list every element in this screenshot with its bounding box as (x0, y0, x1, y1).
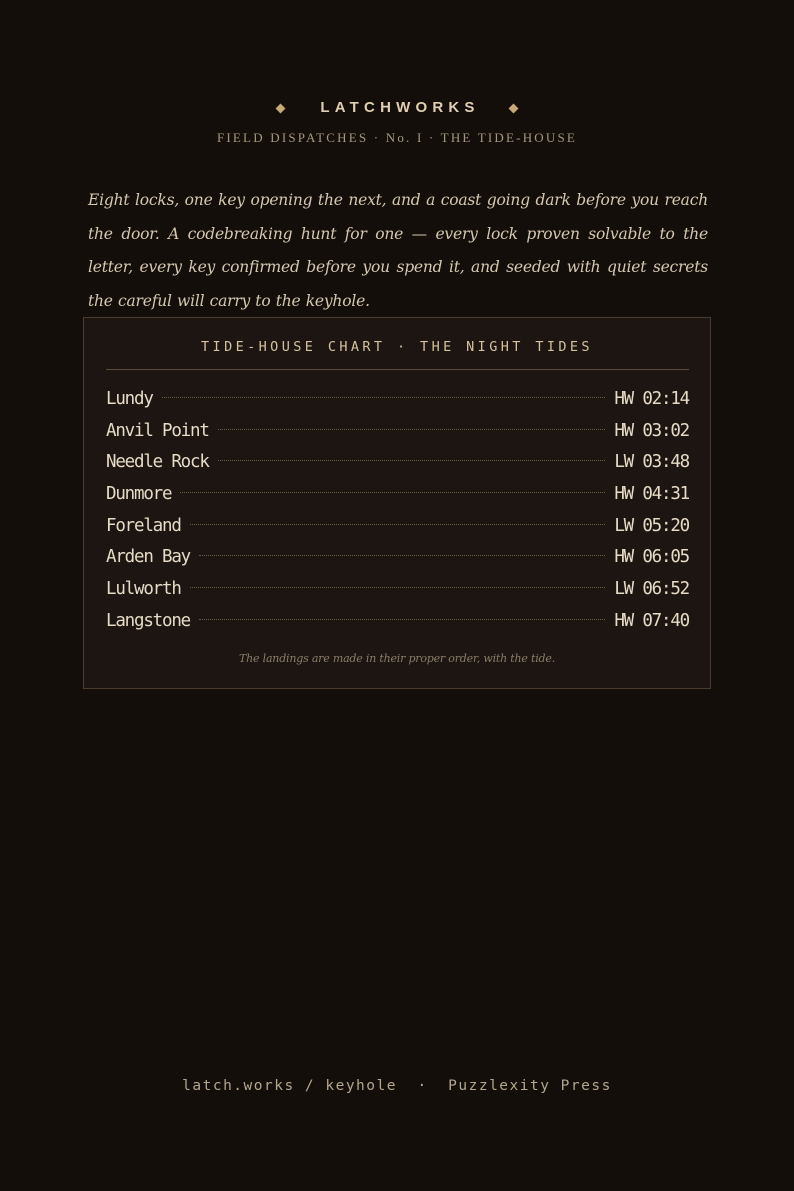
tide-place: Dunmore (106, 484, 172, 505)
footer-separator: · (417, 1078, 428, 1094)
intro-paragraph: Eight locks, one key opening the next, and a coast going dark before you reach the door. A codebreaking hunt for one — every lock proven solvable to the letter, every key confirmed before you spend it, and seeded with quiet secrets the careful will carry to the keyhole. (88, 191, 708, 310)
tide-chart-footnote: The landings are made in their proper order, with the tide. (239, 652, 555, 665)
masthead (0, 96, 794, 120)
dot-leader (180, 492, 605, 493)
diamond-ornament-left-icon (276, 103, 286, 113)
tide-time: LW 06:52 (614, 579, 689, 600)
tide-row (106, 384, 689, 416)
tide-time: LW 03:48 (614, 452, 689, 473)
tide-row (106, 542, 689, 574)
tide-time: HW 04:31 (614, 484, 689, 505)
tide-place: Lundy (106, 389, 153, 409)
tide-time: HW 03:02 (614, 420, 689, 441)
tide-place: Langstone (106, 610, 191, 631)
footer-publisher: Puzzlexity Press (448, 1078, 612, 1094)
dot-leader (199, 555, 605, 556)
dot-leader (199, 619, 605, 620)
tide-chart-divider (106, 369, 689, 370)
tide-row (106, 606, 689, 638)
tide-time: HW 06:05 (614, 547, 689, 568)
page-footer (0, 1076, 794, 1096)
dot-leader (190, 524, 606, 525)
tide-row (106, 416, 689, 448)
tide-time: HW 02:14 (614, 389, 689, 409)
tide-row (106, 574, 689, 606)
tide-place: Anvil Point (106, 420, 209, 441)
dot-leader (162, 397, 606, 398)
brand-name: LATCHWORKS (320, 99, 480, 116)
tide-time: LW 05:20 (614, 515, 689, 536)
tide-time: HW 07:40 (614, 610, 689, 631)
dot-leader (218, 429, 606, 430)
tide-place: Arden Bay (106, 547, 191, 568)
tide-place: Foreland (106, 515, 181, 536)
tide-row (106, 447, 689, 479)
tide-list (106, 384, 689, 638)
tide-place: Needle Rock (106, 452, 209, 473)
tide-row (106, 511, 689, 543)
tide-place: Lulworth (106, 579, 181, 600)
dispatch-subtitle: FIELD DISPATCHES · No. I · THE TIDE-HOUSE (216, 130, 578, 145)
tide-row (106, 479, 689, 511)
diamond-ornament-right-icon (508, 103, 518, 113)
dot-leader (218, 460, 606, 461)
tide-chart-title: TIDE-HOUSE CHART · THE NIGHT TIDES (201, 339, 593, 355)
dot-leader (190, 587, 606, 588)
tide-chart-panel (83, 317, 711, 689)
footer-link[interactable]: latch.works / keyhole (182, 1078, 397, 1094)
